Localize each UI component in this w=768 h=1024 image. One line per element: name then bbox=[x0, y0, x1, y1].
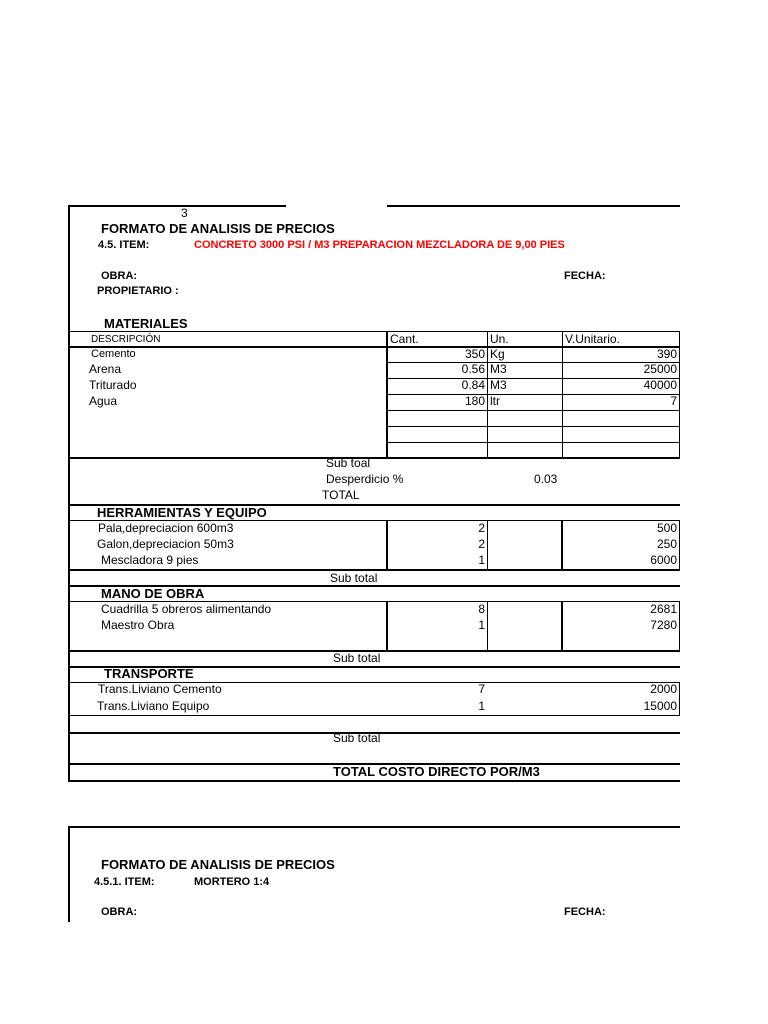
col-sep-right bbox=[679, 601, 680, 651]
col-sep-3 bbox=[561, 601, 563, 651]
total-label: TOTAL bbox=[322, 488, 360, 502]
desc-cell: Triturado bbox=[89, 378, 137, 392]
desc-cell: Arena bbox=[89, 362, 122, 376]
un-cell: M3 bbox=[490, 362, 507, 376]
cant-cell: 0.56 bbox=[461, 362, 485, 376]
desc-cell: Cemento bbox=[91, 348, 136, 360]
col-sep-2 bbox=[487, 601, 488, 651]
fecha-label: FECHA: bbox=[564, 270, 606, 282]
desc-cell: Mescladora 9 pies bbox=[101, 553, 199, 567]
obra-label: OBRA: bbox=[101, 270, 138, 282]
vu-cell: 25000 bbox=[643, 362, 677, 376]
vu-cell: 7 bbox=[670, 394, 677, 408]
desperdicio-label: Desperdicio % bbox=[326, 472, 404, 486]
row-line bbox=[387, 426, 680, 427]
cant-cell: 7 bbox=[478, 682, 485, 696]
desc-cell: Agua bbox=[89, 394, 118, 408]
desc-cell: Galon,depreciacion 50m3 bbox=[97, 537, 234, 551]
header-un: Un. bbox=[490, 332, 509, 346]
mano-obra-heading: MANO DE OBRA bbox=[101, 586, 205, 601]
header-vunitario: V.Unitario. bbox=[565, 332, 620, 346]
desc-cell: Maestro Obra bbox=[101, 618, 175, 632]
vu-cell: 250 bbox=[656, 537, 677, 551]
cant-cell: 180 bbox=[464, 394, 485, 408]
desc-cell: Pala,depreciacion 600m3 bbox=[98, 521, 234, 535]
un-cell: ltr bbox=[490, 394, 500, 408]
left-border bbox=[68, 205, 70, 782]
sheet-2-left-border bbox=[68, 826, 70, 922]
page-title: FORMATO DE ANALISIS DE PRECIOS bbox=[101, 221, 335, 236]
cant-cell: 2 bbox=[478, 537, 485, 551]
total-directo-label: TOTAL COSTO DIRECTO POR/M3 bbox=[333, 764, 540, 779]
cant-cell: 8 bbox=[478, 602, 485, 616]
materiales-subtotal-label: Sub toal bbox=[326, 456, 371, 470]
vu-cell: 500 bbox=[656, 521, 677, 535]
cant-cell: 2 bbox=[478, 521, 485, 535]
cant-cell: 350 bbox=[464, 347, 485, 361]
item-label: 4.5.1. ITEM: bbox=[94, 876, 155, 888]
cant-cell: 1 bbox=[478, 618, 485, 632]
desc-cell: Trans.Liviano Cemento bbox=[98, 682, 222, 696]
total-directo-bottom-line bbox=[68, 780, 680, 782]
top-border-left bbox=[68, 205, 286, 207]
item-label: 4.5. ITEM: bbox=[98, 239, 150, 251]
item-value: MORTERO 1:4 bbox=[194, 876, 270, 888]
vu-cell: 40000 bbox=[643, 378, 677, 392]
page-title: FORMATO DE ANALISIS DE PRECIOS bbox=[101, 857, 335, 872]
propietario-label: PROPIETARIO : bbox=[97, 285, 179, 297]
vu-cell: 390 bbox=[656, 347, 677, 361]
row-line bbox=[387, 410, 680, 411]
header-cant: Cant. bbox=[390, 332, 419, 346]
transporte-heading: TRANSPORTE bbox=[104, 666, 194, 681]
col-sep-2 bbox=[487, 520, 488, 570]
header-descripcion: DESCRIPCIÓN bbox=[91, 334, 161, 345]
cant-cell: 0.84 bbox=[461, 378, 485, 392]
obra-label: OBRA: bbox=[101, 906, 138, 918]
desperdicio-value: 0.03 bbox=[534, 472, 558, 486]
row-line bbox=[387, 442, 680, 443]
vu-cell: 2681 bbox=[650, 602, 677, 616]
vu-cell: 2000 bbox=[650, 682, 677, 696]
materiales-heading: MATERIALES bbox=[104, 316, 188, 331]
item-value: CONCRETO 3000 PSI / M3 PREPARACION MEZCLADORA DE 9,00 PIES bbox=[194, 239, 565, 251]
mano-obra-subtotal-label: Sub total bbox=[333, 651, 381, 665]
transporte-rows-line bbox=[68, 715, 680, 716]
col-sep-right bbox=[679, 682, 680, 716]
fecha-label: FECHA: bbox=[564, 906, 606, 918]
herramientas-heading: HERRAMIENTAS Y EQUIPO bbox=[97, 505, 267, 520]
sheet-number: 3 bbox=[181, 206, 188, 220]
un-cell: M3 bbox=[490, 378, 507, 392]
col-sep-3 bbox=[561, 520, 563, 570]
herramientas-subtotal-label: Sub total bbox=[330, 571, 378, 585]
vu-cell: 15000 bbox=[643, 699, 677, 713]
transporte-subtotal-label: Sub total bbox=[333, 731, 381, 745]
col-sep-right bbox=[679, 520, 680, 570]
materiales-bottom-line bbox=[68, 457, 680, 459]
vu-cell: 7280 bbox=[650, 618, 677, 632]
sheet-2-top-border bbox=[68, 826, 680, 828]
vu-cell: 6000 bbox=[650, 553, 677, 567]
desc-cell: Cuadrilla 5 obreros alimentando bbox=[101, 602, 272, 616]
un-cell: Kg bbox=[490, 347, 505, 361]
cant-cell: 1 bbox=[478, 699, 485, 713]
top-border-right bbox=[387, 205, 680, 207]
desc-cell: Trans.Liviano Equipo bbox=[97, 699, 210, 713]
cant-cell: 1 bbox=[478, 553, 485, 567]
